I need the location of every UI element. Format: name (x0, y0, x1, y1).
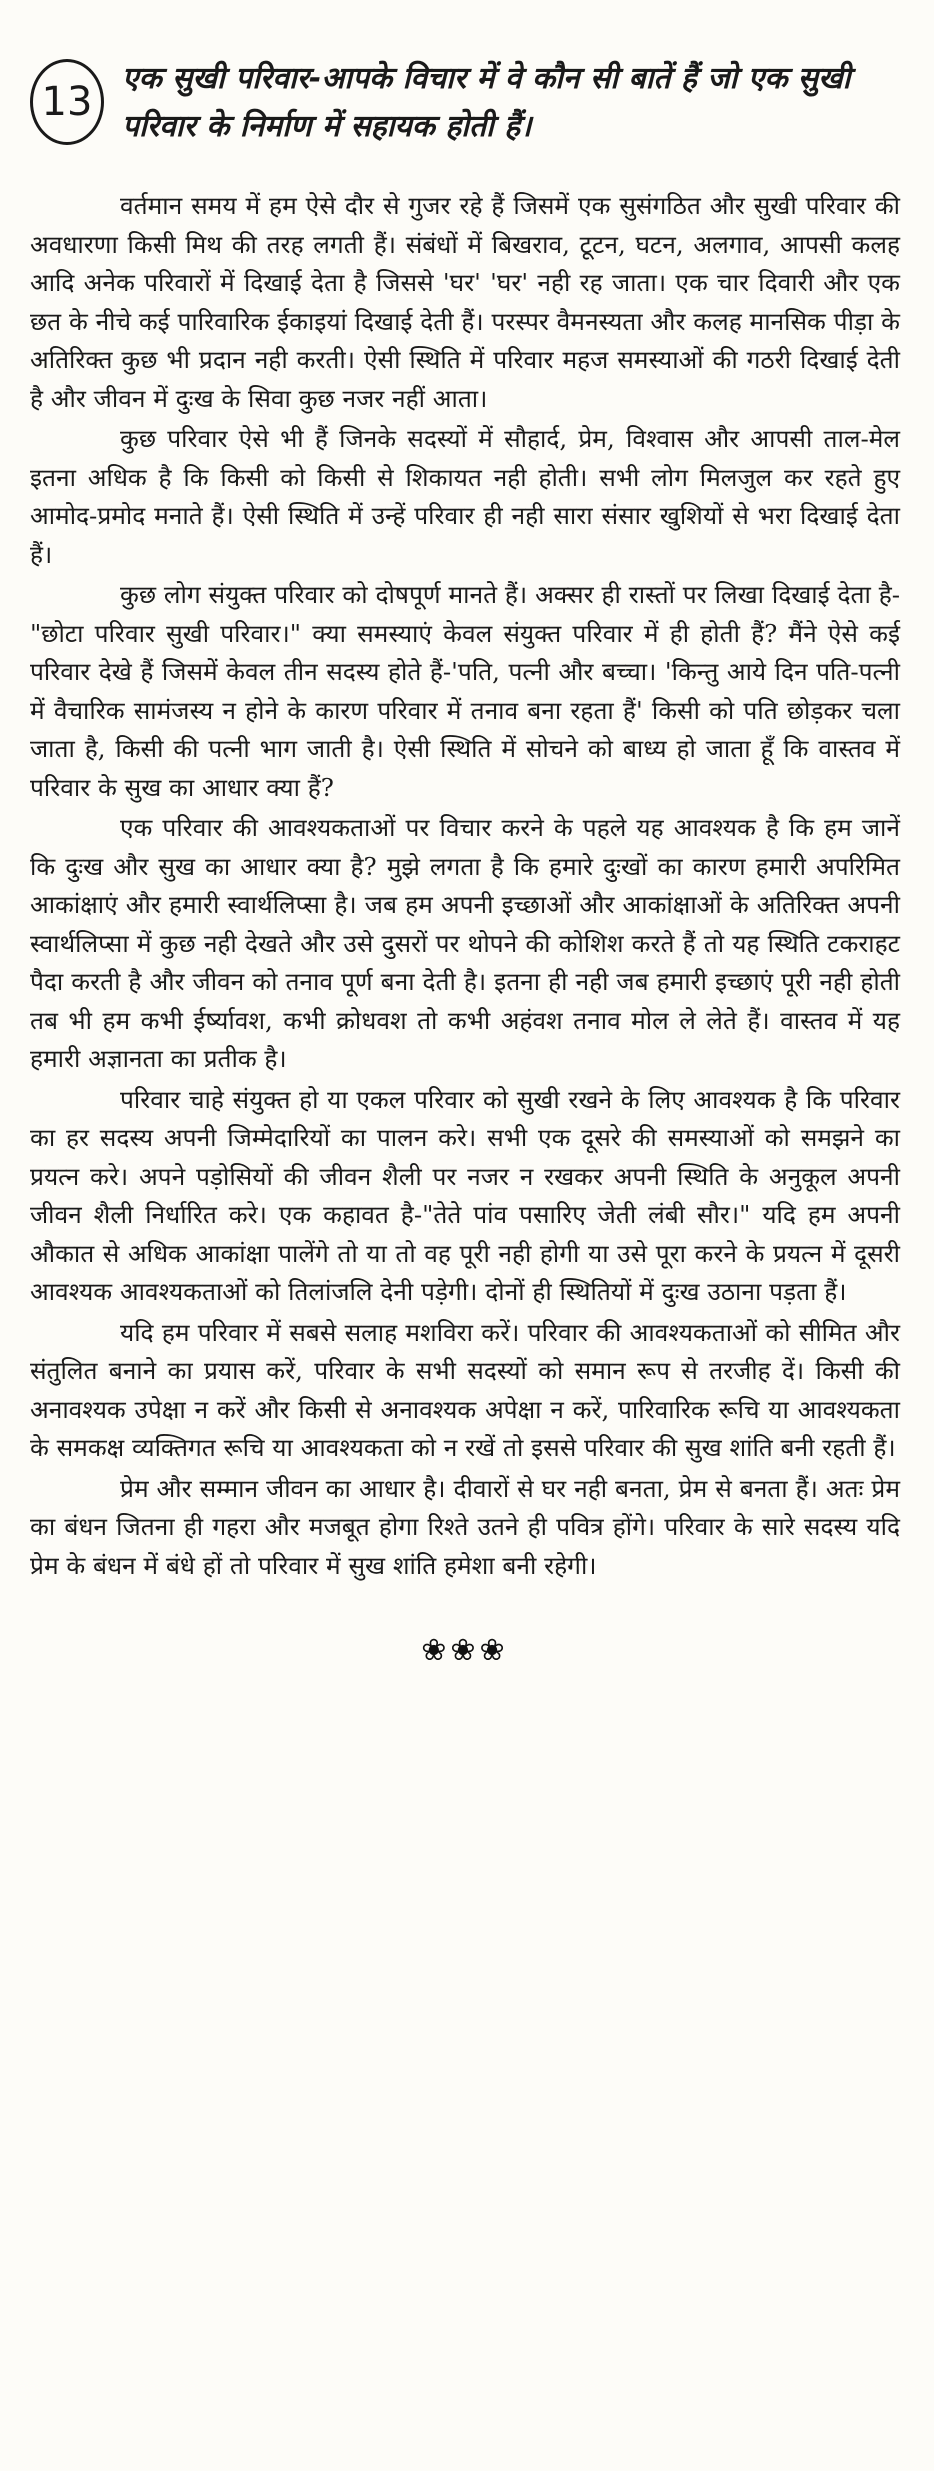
paragraph: एक परिवार की आवश्यकताओं पर विचार करने के पहले यह आवश्यक है कि हम जानें कि दुःख और सुख का आधार क्या है? मुझे लगता है कि हमारे दुःखों का कारण हमारी अपरिमित आकांक्षाएं और हमारी स्वार्थलिप्सा है। जब हम अपनी इच्छाओं और आकांक्षाओं के अतिरिक्त अपनी स्वार्थलिप्सा में कुछ नही देखते और उसे दुसरों पर थोपने की कोशिश करते हैं तो यह स्थिति टकराहट पैदा करती है और जीवन को तनाव पूर्ण बना देती है। इतना ही नही जब हमारी इच्छाएं पूरी नही होती तब भी हम कभी ईर्ष्यावश, कभी क्रोधवश तो कभी अहंवश तनाव मोल ले लेते हैं। वास्तव में यह हमारी अज्ञानता का प्रतीक है। (30, 813, 900, 1073)
paragraph: वर्तमान समय में हम ऐसे दौर से गुजर रहे हैं जिसमें एक सुसंगठित और सुखी परिवार की अवधारणा किसी मिथ की तरह लगती हैं। संबंधों में बिखराव, टूटन, घटन, अलगाव, आपसी कलह आदि अनेक परिवारों में दिखाई देता है जिससे 'घर' 'घर' नही रह जाता। एक चार दिवारी और एक छत के नीचे कई पारिवारिक ईकाइयां दिखाई देती हैं। परस्पर वैमनस्यता और कलह मानसिक पीड़ा के अतिरिक्त कुछ भी प्रदान नही करती। ऐसी स्थिति में परिवार महज समस्याओं की गठरी दिखाई देती है और जीवन में दुःख के सिवा कुछ नजर नहीं आता। (30, 191, 900, 413)
chapter-title: एक सुखी परिवार-आपके विचार में वे कौन सी बातें हैं जो एक सुखी परिवार के निर्माण में सहायक होती हैं। (122, 61, 851, 144)
chapter-number: 13 (30, 59, 104, 145)
paragraph: कुछ परिवार ऐसे भी हैं जिनके सदस्यों में सौहार्द, प्रेम, विश्वास और आपसी ताल-मेल इतना अधिक है कि किसी को किसी से शिकायत नही होती। सभी लोग मिलजुल कर रहते हुए आमोद-प्रमोद मनाते हैं। ऐसी स्थिति में उन्हें परिवार ही नही सारा संसार खुशियों से भरा दिखाई देता हैं। (30, 424, 900, 569)
paragraph: कुछ लोग संयुक्त परिवार को दोषपूर्ण मानते हैं। अक्सर ही रास्तों पर लिखा दिखाई देता है-"छोटा परिवार सुखी परिवार।" क्या समस्याएं केवल संयुक्त परिवार में ही होती हैं? मैंने ऐसे कई परिवार देखे हैं जिसमें केवल तीन सदस्य होते हैं-'पति, पत्नी और बच्चा। 'किन्तु आये दिन पति-पत्नी में वैचारिक सामंजस्य न होने के कारण परिवार में तनाव बना रहता हैं' किसी को पति छोड़कर चला जाता है, किसी की पत्नी भाग जाती है। ऐसी स्थिति में सोचने को बाध्य हो जाता हूँ कि वास्तव में परिवार के सुख का आधार क्या हैं? (30, 580, 900, 802)
paragraph: परिवार चाहे संयुक्त हो या एकल परिवार को सुखी रखने के लिए आवश्यक है कि परिवार का हर सदस्य अपनी जिम्मेदारियों का पालन करे। सभी एक दूसरे की समस्याओं को समझने का प्रयत्न करे। अपने पड़ोसियों की जीवन शैली पर नजर न रखकर अपनी स्थिति के अनुकूल अपनी जीवन शैली निर्धारित करे। एक कहावत है-"तेते पांव पसारिए जेती लंबी सौर।" यदि हम अपनी औकात से अधिक आकांक्षा पालेंगे तो या तो वह पूरी नही होगी या उसे पूरा करने के प्रयत्न में दूसरी आवश्यक आवश्यकताओं को तिलांजलि देनी पड़ेगी। दोनों ही स्थितियों में दुःख उठाना पड़ता हैं। (30, 1084, 900, 1306)
essay-body (30, 187, 900, 1585)
end-ornament: ❀❀❀ (421, 1633, 509, 1668)
paragraph: यदि हम परिवार में सबसे सलाह मशविरा करें। परिवार की आवश्यकताओं को सीमित और संतुलित बनाने का प्रयास करें, परिवार के सभी सदस्यों को समान रूप से तरजीह दें। किसी की अनावश्यक उपेक्षा न करें और किसी से अनावश्यक अपेक्षा न करें, पारिवारिक रूचि या आवश्यकता के समकक्ष व्यक्तिगत रूचि या आवश्यकता को न रखें तो इससे परिवार की सुख शांति बनी रहती हैं। (30, 1317, 900, 1462)
chapter-header (30, 55, 900, 151)
paragraph: प्रेम और सम्मान जीवन का आधार है। दीवारों से घर नही बनता, प्रेम से बनता हैं। अतः प्रेम का बंधन जितना ही गहरा और मजबूत होगा रिश्ते उतने ही पवित्र होंगे। परिवार के सारे सदस्य यदि प्रेम के बंधन में बंधे हों तो परिवार में सुख शांति हमेशा बनी रहेगी। (30, 1473, 900, 1580)
